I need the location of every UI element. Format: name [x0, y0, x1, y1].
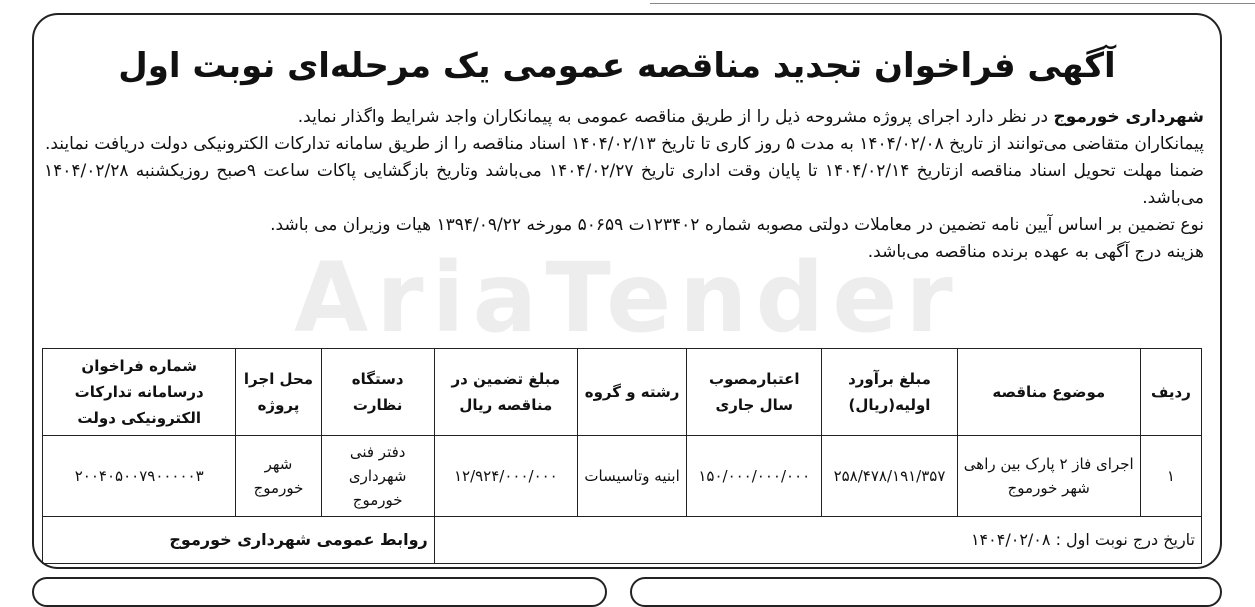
paragraph-documents: پیمانکاران متقاضی می‌توانند از تاریخ ۱۴۰۴/۰۲/۰۸ به مدت ۵ روز کاری تا تاریخ ۱۴۰۴/۰۲/۱۳ اسناد مناقصه را از طریق سامانه تدارکات الکترونیکی دولت دریافت نمایند. — [44, 134, 1204, 154]
tender-notice — [44, 22, 1222, 562]
column-header: مبلغ تضمین در مناقصه ریال — [434, 349, 577, 436]
organization-name: شهرداری خورموج — [1053, 107, 1204, 127]
intro-text: در نظر دارد اجرای پروژه مشروحه ذیل را از طریق مناقصه عمومی به پیمانکاران واجد شرایط واگذار نماید. — [297, 107, 1054, 127]
publish-date: تاریخ درج نوبت اول : ۱۴۰۴/۰۲/۰۸ — [434, 517, 1201, 564]
column-header: شماره فراخوان درسامانه تدارکات الکترونیکی دولت — [43, 349, 236, 436]
column-header: مبلغ برآورد اولیه(ریال) — [822, 349, 957, 436]
table-cell: ابنیه وتاسیسات — [577, 436, 686, 517]
column-header: ردیف — [1140, 349, 1201, 436]
paragraph-intro — [44, 104, 1204, 131]
table-cell: ۲۵۸/۴۷۸/۱۹۱/۳۵۷ — [822, 436, 957, 517]
column-header: موضوع مناقصه — [957, 349, 1140, 436]
paragraph-guarantee: نوع تضمین بر اساس آیین نامه تضمین در معاملات دولتی مصوبه شماره ۱۲۳۴۰۲ت ۵۰۶۵۹ مورخه ۱۳۹۴/۰۹/۲۲ هیات وزیران می باشد. — [270, 215, 1204, 235]
next-notice-frame-left — [32, 577, 607, 607]
table-cell: اجرای فاز ۲ پارک بین راهی شهر خورموج — [957, 436, 1140, 517]
notice-title: آگهی فراخوان تجدید مناقصه عمومی یک مرحله‌ای نوبت اول — [118, 46, 1116, 86]
table-cell: ۱۵۰/۰۰۰/۰۰۰/۰۰۰ — [687, 436, 822, 517]
watermark-logo: AriaTender — [294, 242, 961, 354]
signature: روابط عمومی شهرداری خورموج — [43, 517, 435, 564]
table-cell: شهر خورموج — [236, 436, 321, 517]
column-header: محل اجرا پروژه — [236, 349, 321, 436]
table-footer-row — [43, 517, 1202, 564]
column-header: رشته و گروه — [577, 349, 686, 436]
paragraph-deadline: ضمنا مهلت تحویل اسناد مناقصه ازتاریخ ۱۴۰۴/۰۲/۱۴ تا پایان وقت اداری تاریخ ۱۴۰۴/۰۲/۲۷ می‌باشد وتاریخ بازگشایی پاکات ساعت ۹صبح روزیکشنبه ۱۴۰۴/۰۲/۲۸ می‌باشد. — [44, 161, 1204, 208]
column-header: اعتبارمصوب سال جاری — [687, 349, 822, 436]
paragraph-ad-cost: هزینه درج آگهی به عهده برنده مناقصه می‌باشد. — [867, 242, 1204, 262]
tender-table — [42, 348, 1202, 564]
table-cell: دفتر فنی شهرداری خورموج — [321, 436, 434, 517]
notice-body — [44, 104, 1204, 266]
table-cell: ۲۰۰۴۰۵۰۰۷۹۰۰۰۰۰۳ — [43, 436, 236, 517]
column-header: دستگاه نظارت — [321, 349, 434, 436]
table-row — [43, 436, 1202, 517]
top-divider — [650, 0, 1255, 4]
table-cell: ۱۲/۹۲۴/۰۰۰/۰۰۰ — [434, 436, 577, 517]
next-notice-frame-right — [630, 577, 1222, 607]
table-cell: ۱ — [1140, 436, 1201, 517]
table-header-row — [43, 349, 1202, 436]
